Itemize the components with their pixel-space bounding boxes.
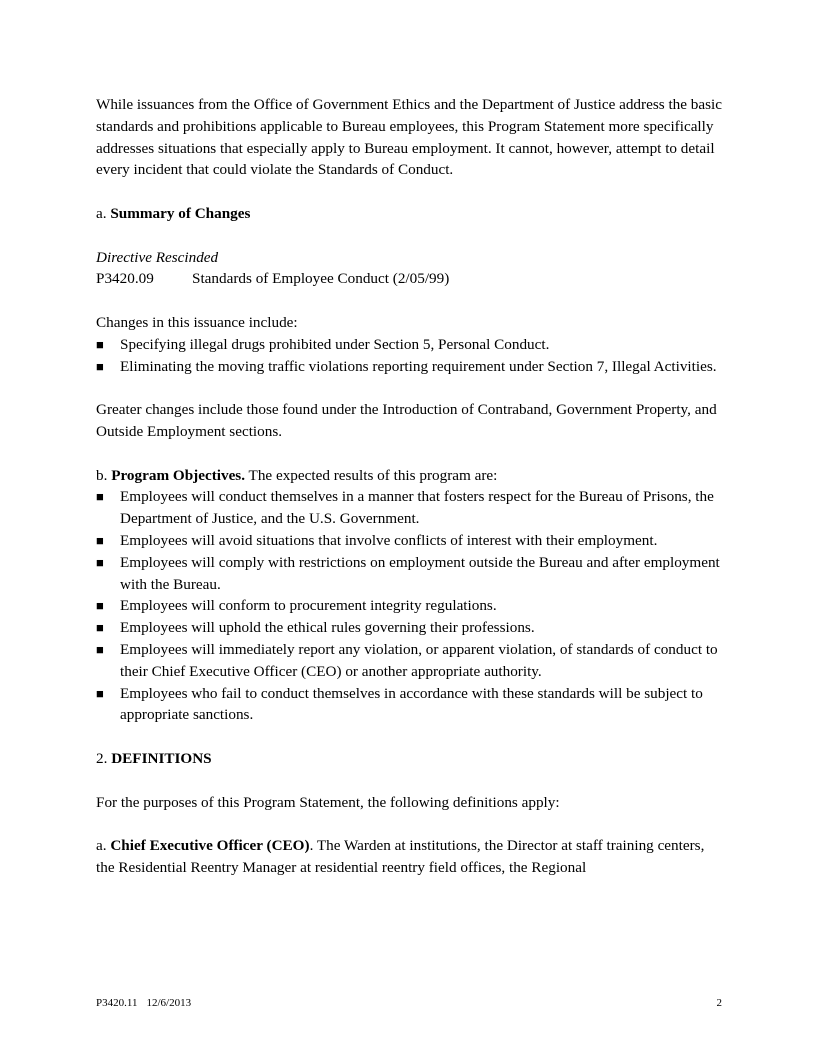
- list-item: ■ Eliminating the moving traffic violations reporting requirement under Section 7, Illegal Activities.: [96, 356, 722, 378]
- ceo-prefix: a.: [96, 837, 111, 855]
- ceo-term: Chief Executive Officer (CEO): [110, 837, 310, 855]
- bullet-square-icon: ■: [96, 554, 104, 570]
- footer-date: 12/6/2013: [146, 997, 192, 1009]
- bullet-square-icon: ■: [96, 685, 104, 701]
- document-body: [96, 94, 722, 879]
- bullet-square-icon: ■: [96, 489, 104, 505]
- footer-doc-info: [96, 996, 191, 1010]
- list-item: ■ Employees will comply with restrictions on employment outside the Bureau and after employment with the Bureau.: [96, 553, 720, 593]
- summary-heading-line: [96, 203, 722, 225]
- list-item: ■ Employees will conform to procurement integrity regulations.: [96, 595, 722, 617]
- summary-prefix: a.: [96, 204, 111, 222]
- rescinded-title: Standards of Employee Conduct (2/05/99): [192, 270, 450, 288]
- bullet-square-icon: ■: [96, 620, 104, 636]
- objectives-heading: Program Objectives.: [111, 466, 246, 484]
- bullet-square-icon: ■: [96, 598, 104, 614]
- bullet-square-icon: ■: [96, 641, 104, 657]
- objectives-lead: The expected results of this program are:: [245, 466, 498, 484]
- objectives-prefix: b.: [96, 466, 112, 484]
- bullet-square-icon: ■: [96, 358, 104, 374]
- summary-heading: Summary of Changes: [110, 204, 251, 222]
- objectives-list: [96, 486, 722, 726]
- rescinded-directive: [96, 268, 722, 290]
- footer-doc-number: P3420.11: [96, 997, 138, 1009]
- list-item: ■ Employees will uphold the ethical rules governing their professions.: [96, 617, 722, 639]
- definitions-intro: For the purposes of this Program Statement, the following definitions apply:: [96, 793, 560, 811]
- list-item: ■ Specifying illegal drugs prohibited under Section 5, Personal Conduct.: [96, 334, 722, 356]
- definitions-heading-line: [96, 748, 722, 770]
- intro-paragraph: While issuances from the Office of Government Ethics and the Department of Justice address the basic standards and prohibitions applicable to Bureau employees, this Program Statement more specifically addresses situations that especially apply to Bureau employment. It cannot, however, attempt to detail every incident that could violate the Standards of Conduct.: [96, 96, 723, 179]
- rescinded-label: Directive Rescinded: [96, 248, 219, 266]
- bullet-square-icon: ■: [96, 336, 104, 352]
- definitions-prefix: 2.: [96, 749, 112, 767]
- list-item: ■ Employees who fail to conduct themselves in accordance with these standards will be subject to appropriate sanctions.: [96, 684, 703, 724]
- ceo-definition: [96, 835, 722, 879]
- definitions-heading: DEFINITIONS: [111, 749, 212, 767]
- changes-list: [96, 334, 722, 378]
- greater-changes-paragraph: Greater changes include those found under the Introduction of Contraband, Government Property, and Outside Employment sections.: [96, 401, 717, 440]
- list-item: ■ Employees will immediately report any violation, or apparent violation, of standards of conduct to their Chief Executive Officer (CEO) or another appropriate authority.: [96, 640, 718, 680]
- bullet-square-icon: ■: [96, 532, 104, 548]
- list-item: ■ Employees will avoid situations that involve conflicts of interest with their employment.: [96, 530, 722, 552]
- changes-intro: Changes in this issuance include:: [96, 313, 298, 331]
- page-footer: [96, 996, 722, 1010]
- rescinded-number: P3420.09: [96, 270, 154, 288]
- objectives-heading-line: [96, 465, 722, 487]
- page-number: 2: [716, 997, 722, 1009]
- ceo-text: . The Warden at institutions, the Director at staff training centers, the Residential Reentry Manager at residential reentry field offices, the Regional: [96, 837, 705, 876]
- list-item: ■ Employees will conduct themselves in a manner that fosters respect for the Bureau of Prisons, the Department of Justice, and the U.S. Government.: [96, 488, 714, 528]
